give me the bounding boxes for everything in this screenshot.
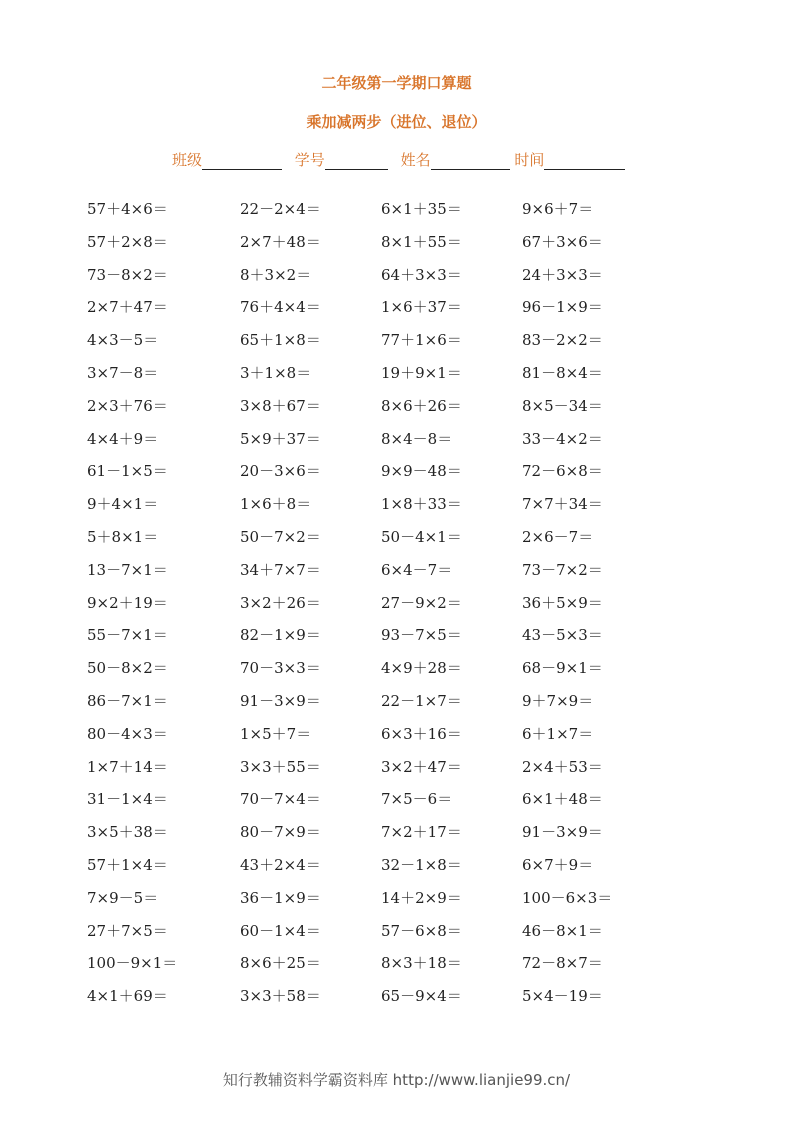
math-problem: 3×2＋26＝ [240, 593, 321, 612]
math-problem: 5×4－19＝ [522, 987, 603, 1006]
problem-grid [87, 195, 727, 1015]
math-problem: 7×2＋17＝ [381, 823, 462, 842]
math-problem: 22－2×4＝ [240, 200, 321, 218]
math-problem: 3×5＋38＝ [87, 823, 168, 842]
math-problem: 4×1＋69＝ [87, 987, 168, 1006]
math-problem: 8×6＋25＝ [240, 954, 321, 973]
math-problem: 57＋1×4＝ [87, 855, 168, 874]
math-problem: 1×5＋7＝ [240, 724, 312, 743]
math-problem: 27－9×2＝ [381, 593, 462, 612]
math-problem: 57＋4×6＝ [87, 200, 168, 218]
math-problem: 73－7×2＝ [522, 560, 603, 579]
math-problem: 67＋3×6＝ [522, 232, 603, 251]
math-problem: 77＋1×6＝ [381, 331, 462, 350]
math-problem: 72－6×8＝ [522, 462, 603, 481]
math-problem: 2×7＋47＝ [87, 298, 168, 317]
name-blank-line [431, 151, 510, 170]
class-blank-line [202, 151, 282, 170]
math-problem: 70－3×3＝ [240, 659, 321, 678]
class-label: 班级 [172, 151, 203, 169]
student-info-row [172, 149, 625, 173]
math-problem: 6＋1×7＝ [522, 724, 594, 743]
math-problem: 8×4－8＝ [381, 429, 453, 448]
worksheet-title: 二年级第一学期口算题 [321, 74, 472, 92]
math-problem: 19＋9×1＝ [381, 363, 462, 382]
math-problem: 31－1×4＝ [87, 790, 168, 809]
math-problem: 33－4×2＝ [522, 429, 603, 448]
math-problem: 43＋2×4＝ [240, 855, 321, 874]
math-problem: 7×5－6＝ [381, 790, 453, 809]
math-problem: 2×6－7＝ [522, 527, 594, 546]
math-problem: 60－1×4＝ [240, 921, 321, 940]
math-problem: 82－1×9＝ [240, 626, 321, 645]
math-problem: 9＋7×9＝ [522, 691, 594, 710]
math-problem: 73－8×2＝ [87, 265, 168, 284]
math-problem: 100－6×3＝ [522, 888, 613, 907]
math-problem: 4×4＋9＝ [87, 429, 159, 448]
math-problem: 65＋1×8＝ [240, 331, 321, 350]
worksheet-subtitle: 乘加减两步（进位、退位） [306, 113, 487, 131]
math-problem: 65－9×4＝ [381, 987, 462, 1006]
math-problem: 70－7×4＝ [240, 790, 321, 809]
math-problem: 61－1×5＝ [87, 462, 168, 481]
math-problem: 6×3＋16＝ [381, 724, 462, 743]
math-problem: 22－1×7＝ [381, 691, 462, 710]
math-problem: 36－1×9＝ [240, 888, 321, 907]
math-problem: 2×4＋53＝ [522, 757, 603, 776]
math-problem: 96－1×9＝ [522, 298, 603, 317]
math-problem: 43－5×3＝ [522, 626, 603, 645]
math-problem: 7×7＋34＝ [522, 495, 603, 514]
math-problem: 13－7×1＝ [87, 560, 168, 579]
math-problem: 9×2＋19＝ [87, 593, 168, 612]
math-problem: 1×7＋14＝ [87, 757, 168, 776]
math-problem: 8×5－34＝ [522, 396, 603, 415]
math-problem: 68－9×1＝ [522, 659, 603, 678]
math-problem: 32－1×8＝ [381, 855, 462, 874]
math-problem: 55－7×1＝ [87, 626, 168, 645]
math-problem: 1×8＋33＝ [381, 495, 462, 514]
math-problem: 2×3＋76＝ [87, 396, 168, 415]
math-problem: 3＋1×8＝ [240, 363, 312, 382]
math-problem: 91－3×9＝ [522, 823, 603, 842]
math-problem: 76＋4×4＝ [240, 298, 321, 317]
math-problem: 57＋2×8＝ [87, 232, 168, 251]
math-problem: 3×2＋47＝ [381, 757, 462, 776]
student-id-blank-line [325, 151, 388, 170]
footer-watermark: 知行教辅资料学霸资料库 http://www.lianjie99.cn/ [222, 1071, 571, 1089]
math-problem: 6×1＋48＝ [522, 790, 603, 809]
math-problem: 4×3－5＝ [87, 331, 159, 350]
math-problem: 100－9×1＝ [87, 954, 178, 973]
math-problem: 8×3＋18＝ [381, 954, 462, 973]
math-problem: 80－4×3＝ [87, 724, 168, 743]
math-problem: 20－3×6＝ [240, 462, 321, 481]
math-problem: 81－8×4＝ [522, 363, 603, 382]
math-problem: 50－8×2＝ [87, 659, 168, 678]
math-problem: 7×9－5＝ [87, 888, 159, 907]
math-problem: 9×6＋7＝ [522, 200, 594, 218]
math-problem: 1×6＋8＝ [240, 495, 312, 514]
math-problem: 34＋7×7＝ [240, 560, 321, 579]
time-label: 时间 [514, 151, 545, 169]
math-problem: 93－7×5＝ [381, 626, 462, 645]
math-problem: 14＋2×9＝ [381, 888, 462, 907]
math-problem: 6×4－7＝ [381, 560, 453, 579]
math-problem: 8×6＋26＝ [381, 396, 462, 415]
math-problem: 24＋3×3＝ [522, 265, 603, 284]
math-problem: 91－3×9＝ [240, 691, 321, 710]
math-problem: 5×9＋37＝ [240, 429, 321, 448]
math-problem: 8＋3×2＝ [240, 265, 312, 284]
math-problem: 2×7＋48＝ [240, 232, 321, 251]
math-problem: 83－2×2＝ [522, 331, 603, 350]
student-id-label: 学号 [294, 151, 325, 169]
math-problem: 50－7×2＝ [240, 527, 321, 546]
math-problem: 6×7＋9＝ [522, 855, 594, 874]
math-problem: 27＋7×5＝ [87, 921, 168, 940]
math-problem: 46－8×1＝ [522, 921, 603, 940]
math-problem: 50－4×1＝ [381, 527, 462, 546]
math-problem: 5＋8×1＝ [87, 527, 159, 546]
math-problem: 36＋5×9＝ [522, 593, 603, 612]
math-problem: 86－7×1＝ [87, 691, 168, 710]
math-problem: 4×9＋28＝ [381, 659, 462, 678]
time-blank-line [544, 151, 625, 170]
math-problem: 80－7×9＝ [240, 823, 321, 842]
math-problem: 3×3＋58＝ [240, 987, 321, 1006]
math-problem: 9＋4×1＝ [87, 495, 159, 514]
math-problem: 3×8＋67＝ [240, 396, 321, 415]
math-problem: 9×9－48＝ [381, 462, 462, 481]
math-problem: 64＋3×3＝ [381, 265, 462, 284]
math-problem: 3×7－8＝ [87, 363, 159, 382]
math-problem: 8×1＋55＝ [381, 232, 462, 251]
math-problem: 3×3＋55＝ [240, 757, 321, 776]
name-label: 姓名 [400, 151, 431, 169]
math-problem: 6×1＋35＝ [381, 200, 462, 218]
math-problem: 72－8×7＝ [522, 954, 603, 973]
math-problem: 57－6×8＝ [381, 921, 462, 940]
math-problem: 1×6＋37＝ [381, 298, 462, 317]
